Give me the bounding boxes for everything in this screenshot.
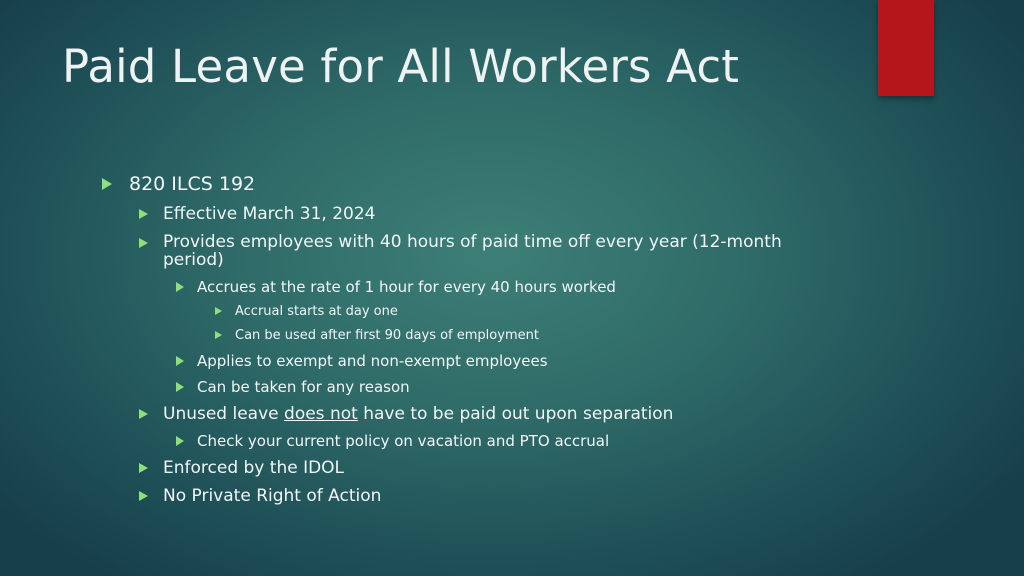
bullet-text: Unused leave: [163, 404, 285, 424]
bullet-text-line-1: Provides employees with 40 hours of paid time off every year (12-month: [163, 232, 782, 252]
slide-title: Paid Leave for All Workers Act: [62, 40, 740, 93]
bullet-text: Enforced by the IDOL: [163, 458, 345, 478]
bullet-accrual-starts: [235, 304, 398, 319]
bullet-text: Accrues at the rate of 1 hour for every 40 hours worked: [197, 278, 616, 296]
bullet-enforced: [163, 458, 344, 478]
bullet-text: Can be used after first 90 days of employment: [235, 328, 539, 343]
bullet-text: have to be paid out upon separation: [357, 404, 674, 424]
bullet-statute: [129, 173, 255, 195]
bullet-arrow-icon: [176, 356, 184, 366]
bullet-effective-date: [163, 204, 376, 224]
bullet-arrow-icon: [215, 331, 222, 339]
bullet-arrow-icon: [139, 463, 148, 473]
bullet-check-policy: [197, 432, 609, 450]
bullet-arrow-icon: [176, 382, 184, 392]
bullet-provides-pto: [163, 233, 782, 269]
bullet-arrow-icon: [176, 436, 184, 446]
bullet-arrow-icon: [139, 209, 148, 219]
bullet-text: Can be taken for any reason: [197, 378, 410, 396]
bullet-arrow-icon: [102, 178, 112, 190]
bullet-text: No Private Right of Action: [163, 486, 382, 506]
bullet-arrow-icon: [139, 238, 148, 248]
bullet-text: 820 ILCS 192: [129, 173, 256, 195]
accent-bar: [878, 0, 934, 96]
bullet-no-private-right: [163, 486, 381, 506]
bullet-accrues: [197, 278, 616, 296]
bullet-text: Accrual starts at day one: [235, 304, 398, 319]
bullet-text: Effective March 31, 2024: [163, 204, 376, 224]
bullet-arrow-icon: [139, 491, 148, 501]
bullet-any-reason: [197, 378, 410, 396]
bullet-arrow-icon: [139, 409, 148, 419]
bullet-applies-exempt: [197, 352, 548, 370]
bullet-text: Applies to exempt and non-exempt employees: [197, 352, 548, 370]
bullet-arrow-icon: [176, 282, 184, 292]
bullet-unused-leave: [163, 404, 673, 424]
bullet-arrow-icon: [215, 307, 222, 315]
bullet-text-line-2: period): [163, 250, 224, 270]
bullet-after-90-days: [235, 328, 539, 343]
bullet-text: Check your current policy on vacation and PTO accrual: [197, 432, 610, 450]
underlined-text: does not: [284, 404, 358, 424]
